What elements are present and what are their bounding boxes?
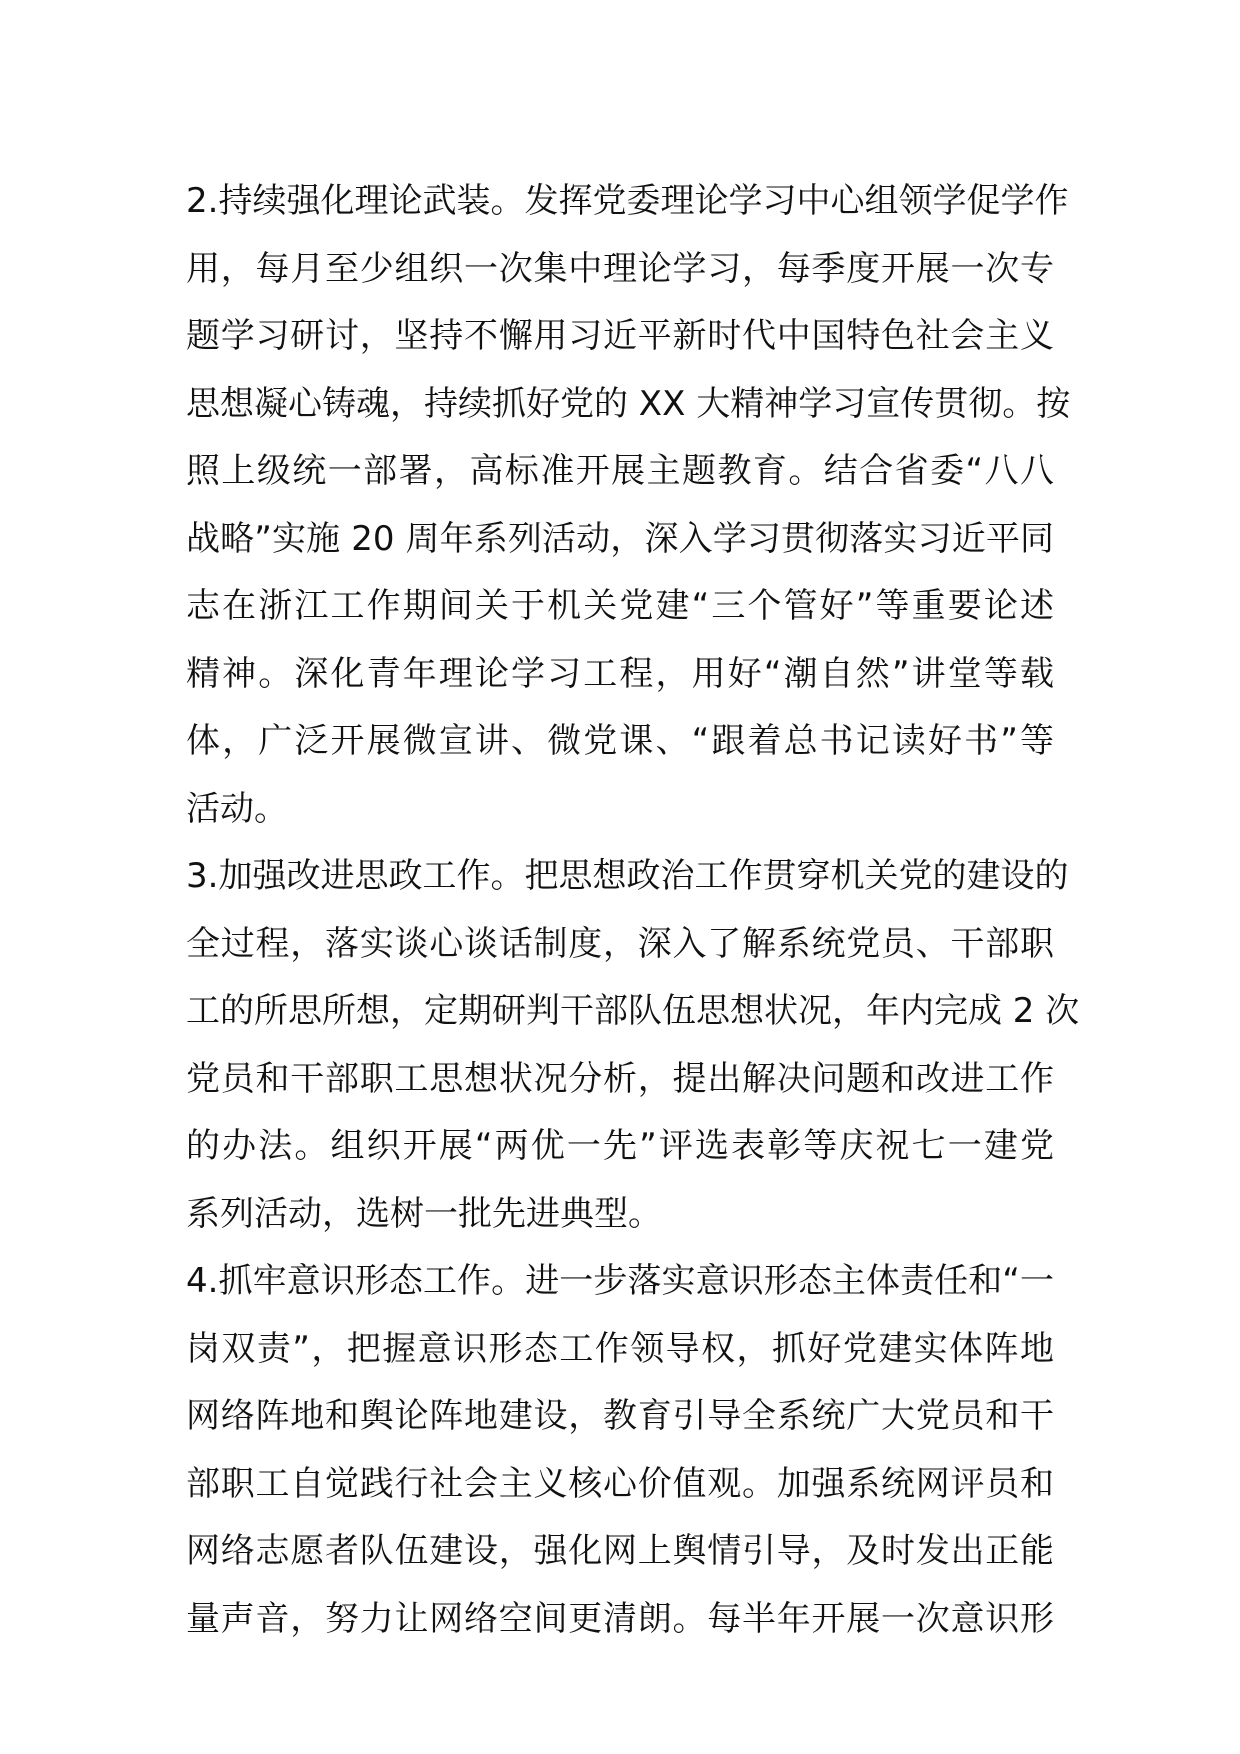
text-line: 党员和干部职工思想状况分析，提出解决问题和改进工作 [186, 1058, 1054, 1099]
text-line: 工的所思所想，定期研判干部队伍思想状况，年内完成 2 次 [186, 991, 1080, 1031]
text-line: 战略”实施 20 周年系列活动，深入学习贯彻落实习近平同 [186, 518, 1054, 559]
text-line: 的办法。组织开展“两优一先”评选表彰等庆祝七一建党 [186, 1126, 1054, 1166]
text-line: 体，广泛开展微宣讲、微党课、“跟着总书记读好书”等 [186, 721, 1054, 761]
text-line: 3.加强改进思政工作。把思想政治工作贯穿机关党的建设的 [186, 856, 1069, 896]
text-line: 网络志愿者队伍建设，强化网上舆情引导，及时发出正能 [186, 1531, 1054, 1571]
text-line: 量声音，努力让网络空间更清朗。每半年开展一次意识形 [186, 1598, 1054, 1639]
text-line: 活动。 [186, 788, 288, 829]
text-line: 岗双责”，把握意识形态工作领导权，抓好党建实体阵地 [186, 1328, 1054, 1369]
text-line: 志在浙江工作期间关于机关党建“三个管好”等重要论述 [186, 586, 1054, 626]
text-line: 照上级统一部署，高标准开展主题教育。结合省委“八八 [186, 451, 1054, 491]
text-line: 精神。深化青年理论学习工程，用好“潮自然”讲堂等载 [186, 653, 1054, 694]
text-line: 用，每月至少组织一次集中理论学习，每季度开展一次专 [186, 248, 1054, 289]
text-line: 网络阵地和舆论阵地建设，教育引导全系统广大党员和干 [186, 1396, 1054, 1436]
text-line: 题学习研讨，坚持不懈用习近平新时代中国特色社会主义 [186, 316, 1054, 356]
text-line: 思想凝心铸魂，持续抓好党的 XX 大精神学习宣传贯彻。按 [186, 383, 1071, 424]
text-line: 2.持续强化理论武装。发挥党委理论学习中心组领学促学作 [186, 181, 1069, 221]
text-line: 系列活动，选树一批先进典型。 [186, 1193, 662, 1234]
text-line: 4.抓牢意识形态工作。进一步落实意识形态主体责任和“一 [186, 1261, 1054, 1301]
text-line: 部职工自觉践行社会主义核心价值观。加强系统网评员和 [186, 1463, 1054, 1504]
text-line: 全过程，落实谈心谈话制度，深入了解系统党员、干部职 [186, 923, 1054, 964]
document-body [186, 168, 1080, 1653]
